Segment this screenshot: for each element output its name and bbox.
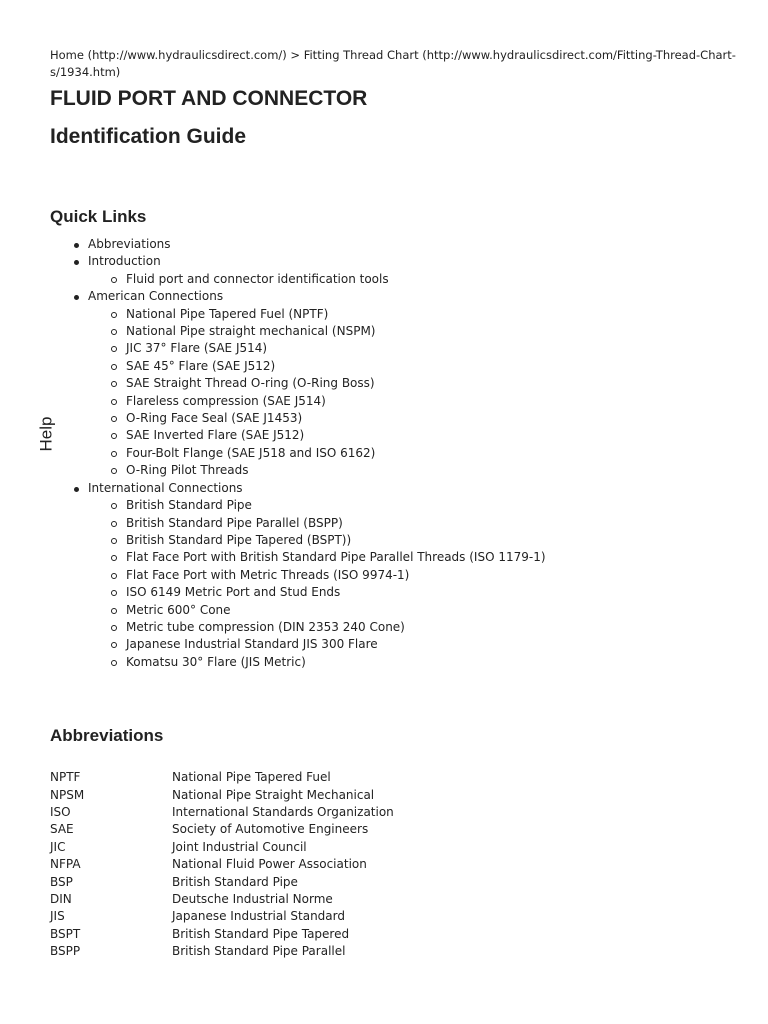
- quick-sublink[interactable]: SAE Inverted Flare (SAE J512): [126, 428, 305, 443]
- bullet-circle-icon: [111, 312, 117, 318]
- quick-sublink[interactable]: National Pipe Tapered Fuel (NPTF): [126, 306, 329, 321]
- abbreviation-code: JIS: [50, 909, 65, 924]
- abbreviation-row: [50, 891, 394, 908]
- abbreviation-row: [50, 787, 394, 804]
- bullet-circle-icon: [111, 329, 117, 335]
- abbreviation-row: [50, 839, 394, 856]
- quick-link-subitem: [88, 271, 740, 288]
- quick-links-sublist: [88, 271, 740, 288]
- quick-link-item: [50, 480, 740, 671]
- bullet-circle-icon: [111, 555, 117, 561]
- quick-link-subitem: [88, 427, 740, 444]
- page-subtitle: Identification Guide: [50, 125, 247, 148]
- abbreviation-code: SAE: [50, 822, 74, 837]
- quick-link-subitem: [88, 375, 740, 392]
- quick-sublink[interactable]: Komatsu 30° Flare (JIS Metric): [126, 654, 306, 669]
- bullet-circle-icon: [111, 521, 117, 527]
- bullet-disc-icon: [74, 243, 79, 248]
- quick-link-subitem: [88, 445, 740, 462]
- quick-link-subitem: [88, 549, 740, 566]
- quick-sublink[interactable]: Flareless compression (SAE J514): [126, 393, 326, 408]
- quick-sublink[interactable]: ISO 6149 Metric Port and Stud Ends: [126, 585, 341, 600]
- abbreviation-meaning: Deutsche Industrial Norme: [172, 892, 333, 906]
- bullet-circle-icon: [111, 468, 117, 474]
- bullet-circle-icon: [111, 399, 117, 405]
- bullet-circle-icon: [111, 381, 117, 387]
- quick-link-subitem: [88, 532, 740, 549]
- quick-link[interactable]: Introduction: [88, 254, 161, 269]
- quick-link-subitem: [88, 323, 740, 340]
- quick-sublink[interactable]: British Standard Pipe Parallel (BSPP): [126, 515, 343, 530]
- abbreviation-row: [50, 943, 394, 960]
- quick-link-subitem: [88, 393, 740, 410]
- bullet-disc-icon: [74, 295, 79, 300]
- quick-sublink[interactable]: SAE Straight Thread O-ring (O-Ring Boss): [126, 376, 375, 391]
- quick-sublink[interactable]: Flat Face Port with British Standard Pipe Parallel Threads (ISO 1179-1): [126, 550, 546, 565]
- abbreviations-heading: Abbreviations: [50, 726, 164, 746]
- quick-sublink[interactable]: Japanese Industrial Standard JIS 300 Flare: [126, 637, 378, 652]
- abbreviation-meaning: British Standard Pipe Tapered: [172, 926, 350, 941]
- quick-links-sublist: [88, 306, 740, 480]
- quick-link-subitem: [88, 636, 740, 653]
- abbreviations-table-body: [50, 769, 394, 960]
- quick-link[interactable]: Abbreviations: [88, 237, 171, 251]
- abbreviation-row: [50, 821, 394, 838]
- abbreviation-code: NFPA: [50, 857, 81, 872]
- quick-link-subitem: [88, 462, 740, 479]
- abbreviation-meaning: Joint Industrial Council: [172, 839, 307, 854]
- quick-link-item: [50, 253, 740, 288]
- quick-links-heading: Quick Links: [50, 207, 147, 226]
- bullet-circle-icon: [111, 625, 117, 631]
- quick-sublink[interactable]: Metric tube compression (DIN 2353 240 Cone): [126, 619, 405, 634]
- quick-links-sublist: [88, 497, 740, 671]
- quick-sublink[interactable]: O-Ring Pilot Threads: [126, 463, 249, 478]
- bullet-circle-icon: [111, 503, 117, 509]
- quick-link[interactable]: International Connections: [88, 480, 243, 495]
- bullet-circle-icon: [111, 608, 117, 614]
- quick-link-item: [50, 288, 740, 479]
- quick-sublink[interactable]: Metric 600° Cone: [126, 602, 231, 617]
- quick-sublink[interactable]: Four-Bolt Flange (SAE J518 and ISO 6162): [126, 445, 376, 460]
- bullet-circle-icon: [111, 642, 117, 648]
- quick-link-subitem: [88, 358, 740, 375]
- quick-link-subitem: [88, 515, 740, 532]
- abbreviation-row: [50, 908, 394, 925]
- bullet-circle-icon: [111, 416, 117, 422]
- breadcrumb: [50, 47, 740, 81]
- bullet-disc-icon: [74, 260, 79, 265]
- quick-link-subitem: [88, 497, 740, 514]
- abbreviation-row: [50, 874, 394, 891]
- quick-sublink[interactable]: O-Ring Face Seal (SAE J1453): [126, 411, 303, 426]
- abbreviation-row: [50, 856, 394, 873]
- abbreviation-meaning: National Pipe Tapered Fuel: [172, 770, 331, 785]
- abbreviation-meaning: Japanese Industrial Standard: [172, 909, 345, 924]
- quick-link-subitem: [88, 410, 740, 427]
- quick-link-subitem: [88, 567, 740, 584]
- quick-sublink[interactable]: JIC 37° Flare (SAE J514): [126, 341, 268, 356]
- abbreviation-row: [50, 926, 394, 943]
- page-content: [50, 47, 740, 961]
- quick-link-subitem: [88, 619, 740, 636]
- bullet-circle-icon: [111, 660, 117, 666]
- quick-link-subitem: [88, 584, 740, 601]
- bullet-circle-icon: [111, 451, 117, 457]
- abbreviations-table: [50, 769, 394, 960]
- abbreviation-meaning: National Fluid Power Association: [172, 857, 367, 872]
- abbreviation-code: BSPP: [50, 944, 81, 959]
- quick-sublink[interactable]: British Standard Pipe: [126, 498, 252, 513]
- bullet-circle-icon: [111, 538, 117, 544]
- bullet-disc-icon: [74, 487, 79, 492]
- breadcrumb-text[interactable]: Home (http://www.hydraulicsdirect.com/) > Fitting Thread Chart (http://www.hydraulicsdirect.com/Fitting-Thread-Chart-s/1934.htm): [50, 48, 736, 79]
- bullet-circle-icon: [111, 346, 117, 352]
- quick-link-subitem: [88, 602, 740, 619]
- abbreviation-code: BSP: [50, 874, 73, 889]
- abbreviation-meaning: International Standards Organization: [172, 804, 394, 819]
- quick-link-subitem: [88, 340, 740, 357]
- abbreviation-code: DIN: [50, 892, 72, 906]
- abbreviation-meaning: Society of Automotive Engineers: [172, 822, 369, 837]
- quick-link-subitem: [88, 306, 740, 323]
- bullet-circle-icon: [111, 364, 117, 370]
- abbreviation-meaning: British Standard Pipe: [172, 874, 298, 889]
- page-title: FLUID PORT AND CONNECTOR: [50, 87, 368, 110]
- abbreviation-meaning: National Pipe Straight Mechanical: [172, 787, 375, 802]
- abbreviation-code: NPTF: [50, 770, 81, 785]
- quick-sublink[interactable]: Fluid port and connector identification tools: [126, 271, 389, 286]
- bullet-circle-icon: [111, 590, 117, 596]
- quick-sublink[interactable]: SAE 45° Flare (SAE J512): [126, 358, 276, 373]
- abbreviation-code: BSPT: [50, 926, 81, 941]
- quick-link-subitem: [88, 654, 740, 671]
- quick-links-list: [50, 236, 740, 671]
- quick-link[interactable]: American Connections: [88, 289, 224, 304]
- bullet-circle-icon: [111, 277, 117, 283]
- quick-link-item: [50, 236, 740, 253]
- abbreviation-meaning: British Standard Pipe Parallel: [172, 944, 346, 959]
- bullet-circle-icon: [111, 433, 117, 439]
- abbreviation-code: NPSM: [50, 787, 85, 802]
- abbreviation-row: [50, 804, 394, 821]
- abbreviation-row: [50, 769, 394, 786]
- bullet-circle-icon: [111, 573, 117, 579]
- abbreviation-code: JIC: [50, 839, 66, 854]
- quick-sublink[interactable]: Flat Face Port with Metric Threads (ISO 9974-1): [126, 567, 410, 582]
- abbreviation-code: ISO: [50, 804, 71, 819]
- quick-sublink[interactable]: National Pipe straight mechanical (NSPM): [126, 324, 376, 339]
- quick-sublink[interactable]: British Standard Pipe Tapered (BSPT)): [126, 532, 352, 547]
- help-tab-label: Help: [36, 416, 56, 452]
